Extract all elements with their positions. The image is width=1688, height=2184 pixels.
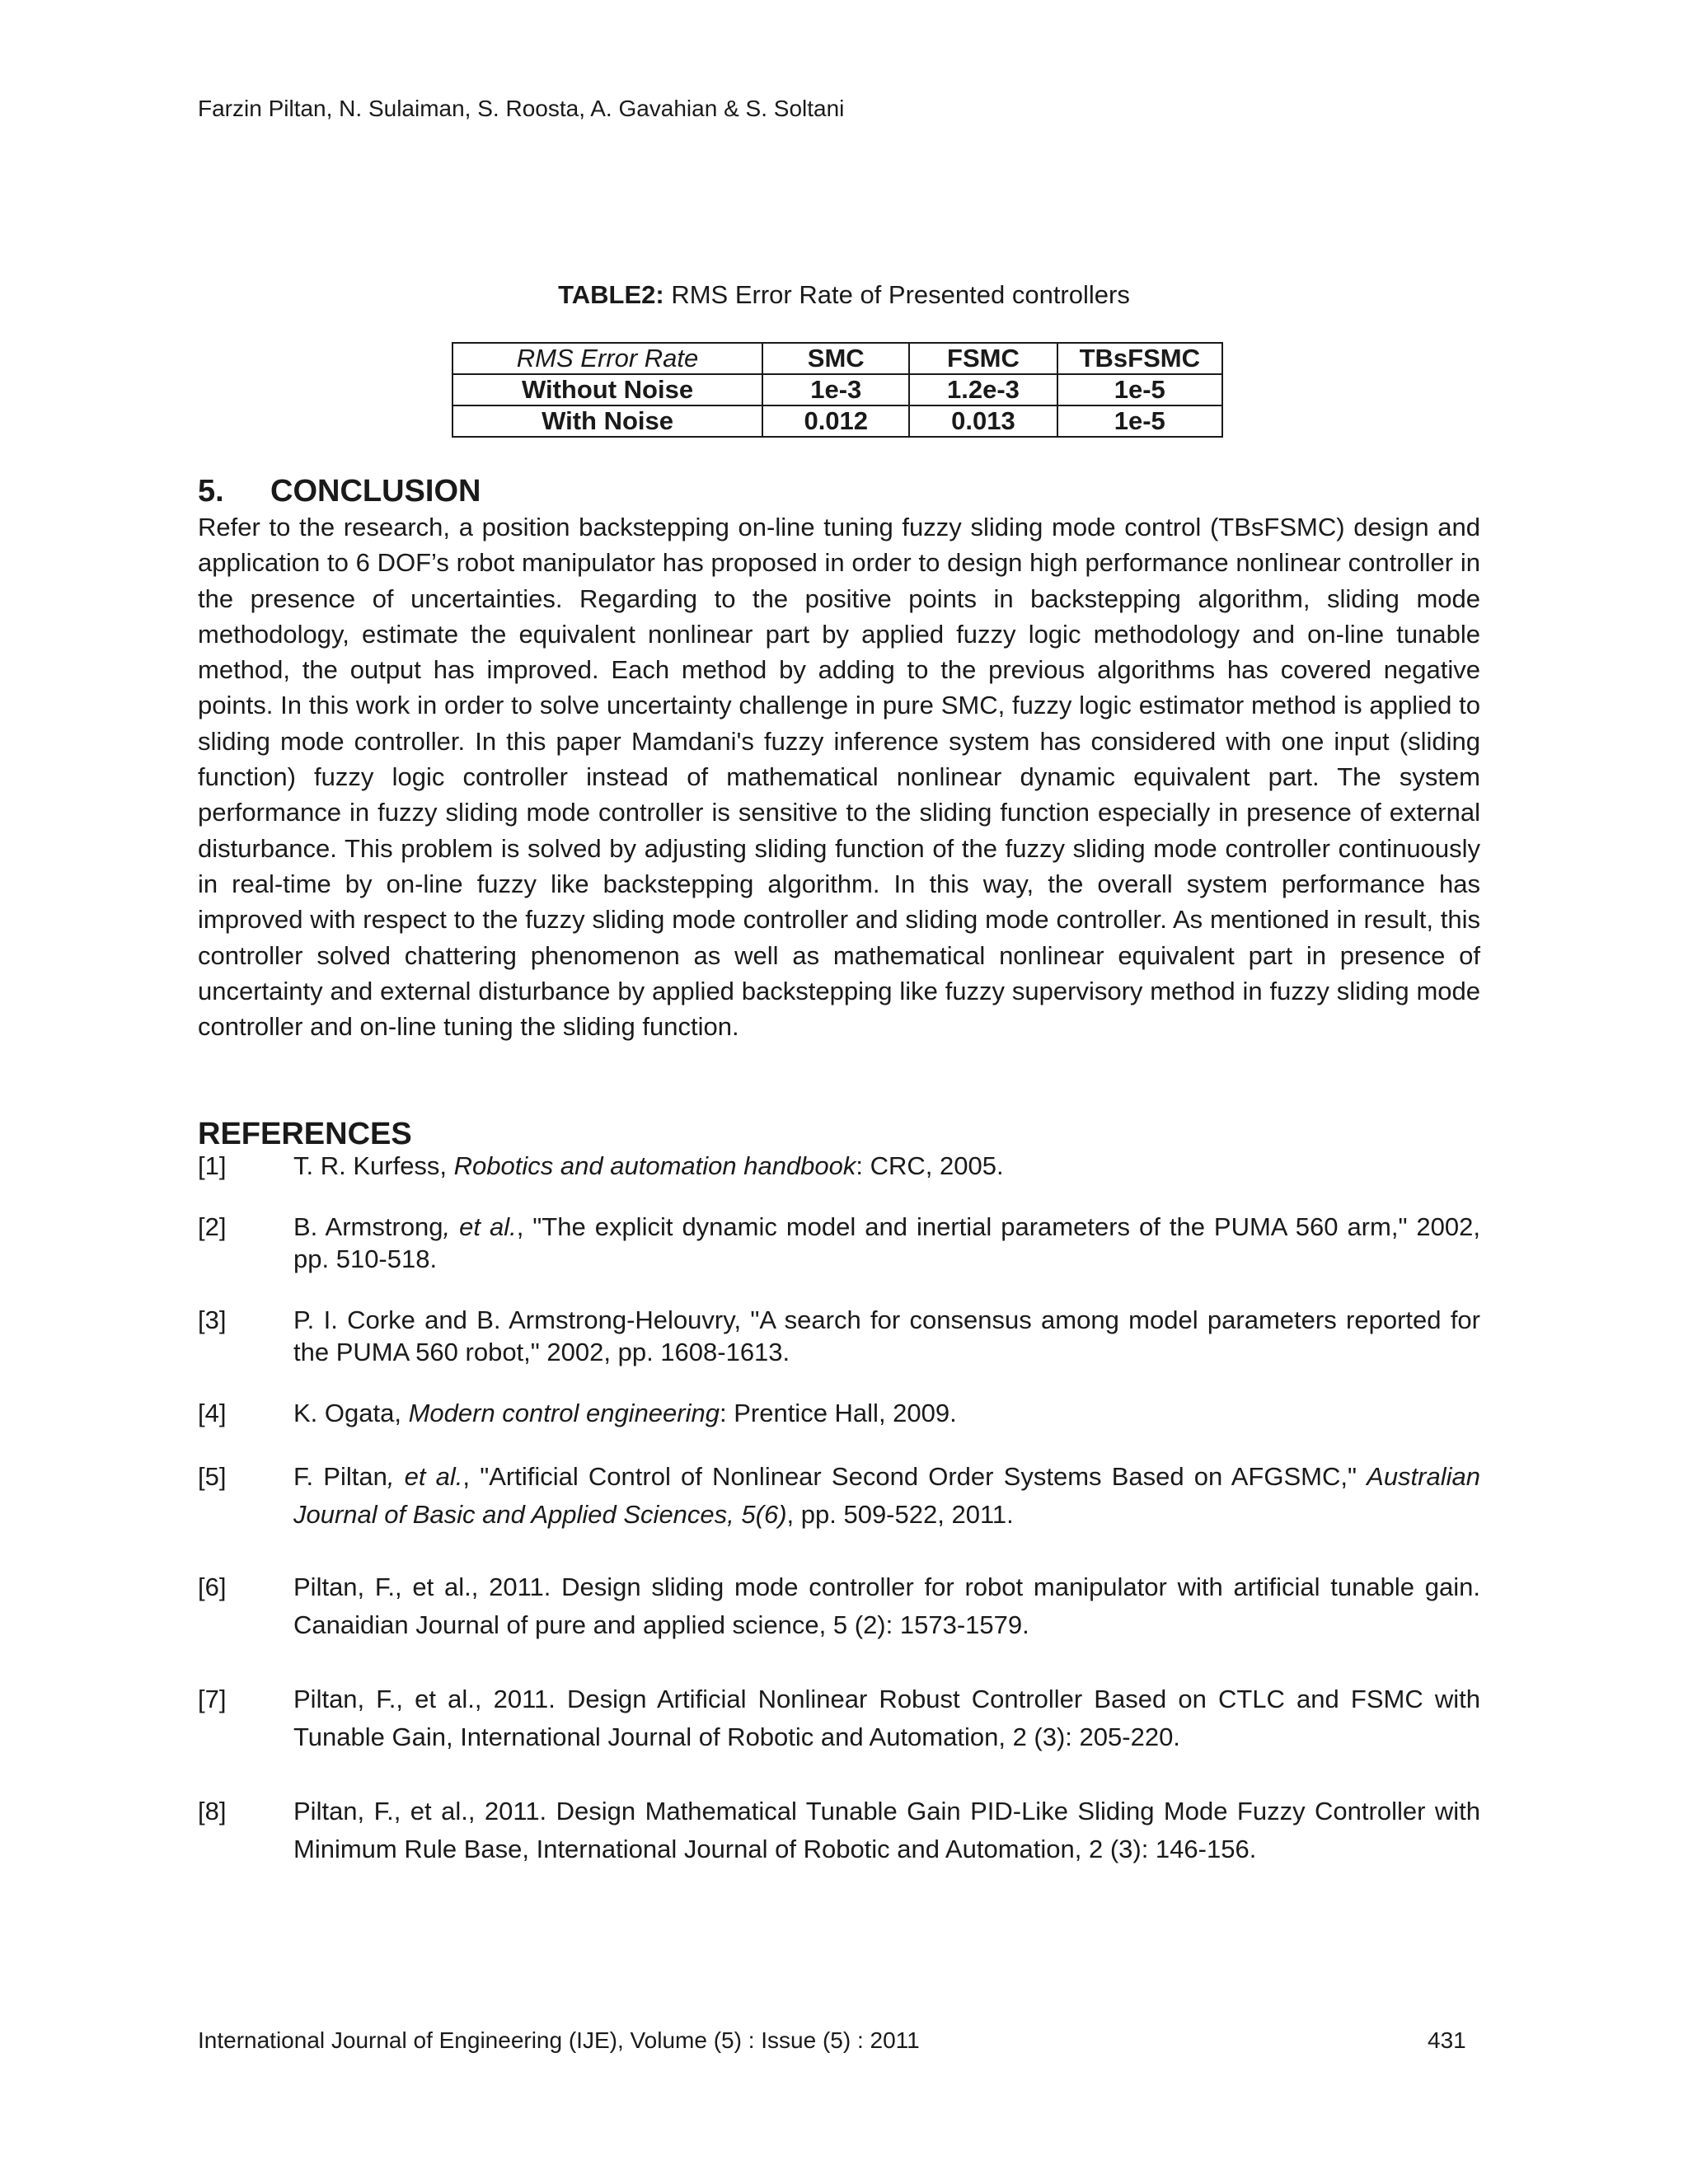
reference-number: [4] (198, 1399, 227, 1427)
reference-number: [7] (198, 1685, 227, 1713)
table-header-row (452, 343, 1222, 374)
page-number: 431 (1428, 2027, 1466, 2053)
reference-title: Modern control engineering (408, 1399, 720, 1427)
reference-text: P. I. Corke and B. Armstrong-Helouvry, "A search for consensus among model parameters reported for the PUMA 560 robot," 2002, pp. 1608-1613. (293, 1305, 1480, 1366)
table-corner-cell: RMS Error Rate (452, 343, 762, 374)
footer-journal: International Journal of Engineering (IJE), Volume (5) : Issue (5) : 2011 (198, 2027, 920, 2053)
reference-etal: , et al. (387, 1462, 463, 1491)
reference-item (198, 1304, 1480, 1368)
reference-number: [6] (198, 1572, 227, 1601)
reference-text: B. Armstrong (293, 1212, 443, 1241)
reference-text: Piltan, F., et al., 2011. Design sliding mode controller for robot manipulator with artificial tunable gain. Canaidian Journal of pure and applied science, 5 (2): 1573-1579. (293, 1572, 1480, 1639)
references-heading: REFERENCES (198, 1117, 412, 1151)
table-caption-label: TABLE2: (558, 280, 664, 309)
reference-text: Piltan, F., et al., 2011. Design Mathematical Tunable Gain PID-Like Sliding Mode Fuzzy Controller with Minimum Rule Base, International Journal of Robotic and Automation, 2 (3): 146-156. (293, 1797, 1480, 1863)
column-header: TBsFSMC (1057, 343, 1222, 374)
reference-title: Robotics and automation handbook (453, 1151, 856, 1180)
reference-text: , pp. 509-522, 2011. (786, 1500, 1014, 1529)
reference-number: [2] (198, 1212, 227, 1241)
row-label: Without Noise (452, 374, 762, 405)
reference-text: , "The explicit dynamic model and inertial parameters of the PUMA 560 arm," 2002, pp. 510-518. (293, 1212, 1480, 1273)
table-caption (0, 279, 1688, 312)
table-cell: 1.2e-3 (909, 374, 1057, 405)
reference-etal: , et al. (443, 1212, 517, 1241)
table-cell: 0.013 (909, 405, 1057, 437)
reference-number: [8] (198, 1797, 227, 1825)
column-header: FSMC (909, 343, 1057, 374)
reference-item (198, 1458, 1480, 1534)
row-label: With Noise (452, 405, 762, 437)
section-title: CONCLUSION (270, 474, 481, 509)
reference-item (198, 1568, 1480, 1644)
reference-text: : CRC, 2005. (856, 1151, 1004, 1180)
table-caption-text: RMS Error Rate of Presented controllers (663, 280, 1130, 309)
reference-number: [1] (198, 1151, 227, 1180)
section-number: 5. (198, 474, 224, 509)
reference-item (198, 1680, 1480, 1756)
reference-item (198, 1150, 1480, 1182)
reference-item (198, 1397, 1480, 1429)
reference-text: Piltan, F., et al., 2011. Design Artificial Nonlinear Robust Controller Based on CTLC and FSMC with Tunable Gain, International Journal of Robotic and Automation, 2 (3): 205-220. (293, 1685, 1480, 1751)
table-cell: 0.012 (762, 405, 909, 437)
table-row (452, 405, 1222, 437)
reference-journal: Australian Journal of Basic and Applied Sciences, 5(6) (293, 1462, 1480, 1529)
reference-number: [5] (198, 1462, 227, 1491)
table-cell: 1e-3 (762, 374, 909, 405)
reference-text: K. Ogata, (293, 1399, 409, 1427)
reference-text: , "Artificial Control of Nonlinear Second Order Systems Based on AFGSMC," (462, 1462, 1367, 1491)
reference-number: [3] (198, 1305, 227, 1334)
reference-text: : Prentice Hall, 2009. (719, 1399, 957, 1427)
reference-item (198, 1211, 1480, 1275)
conclusion-paragraph: Refer to the research, a position backstepping on-line tuning fuzzy sliding mode control (TBsFSMC) design and application to 6 DOF’s robot manipulator has proposed in order to design high performance nonlinear controller in the presence of uncertainties. Regarding to the positive points in backstepping algorithm, sliding mode methodology, estimate the equivalent nonlinear part by applied fuzzy logic methodology and on-line tunable method, the output has improved. Each method by adding to the previous algorithms has covered negative points. In this work in order to solve uncertainty challenge in pure SMC, fuzzy logic estimator method is applied to sliding mode controller. In this paper Mamdani's fuzzy inference system has considered with one input (sliding function) fuzzy logic controller instead of mathematical nonlinear dynamic equivalent part. The system performance in fuzzy sliding mode controller is sensitive to the sliding function especially in presence of external disturbance. This problem is solved by adjusting sliding function of the fuzzy sliding mode controller continuously in real-time by on-line fuzzy like backstepping algorithm. In this way, the overall system performance has improved with respect to the fuzzy sliding mode controller and sliding mode controller. As mentioned in result, this controller solved chattering phenomenon as well as mathematical nonlinear equivalent part in presence of uncertainty and external disturbance by applied backstepping like fuzzy supervisory method in fuzzy sliding mode controller and on-line tuning the sliding function. (198, 513, 1480, 1042)
table-row (452, 374, 1222, 405)
column-header: SMC (762, 343, 909, 374)
reference-list (198, 1150, 1480, 1868)
reference-text: F. Piltan (293, 1462, 387, 1491)
table-cell: 1e-5 (1057, 374, 1222, 405)
conclusion-heading (198, 473, 481, 509)
table-cell: 1e-5 (1057, 405, 1222, 437)
running-header: Farzin Piltan, N. Sulaiman, S. Roosta, A. Gavahian & S. Soltani (198, 96, 845, 121)
rms-error-table (452, 342, 1223, 438)
reference-item (198, 1793, 1480, 1868)
reference-text: T. R. Kurfess, (293, 1151, 454, 1180)
